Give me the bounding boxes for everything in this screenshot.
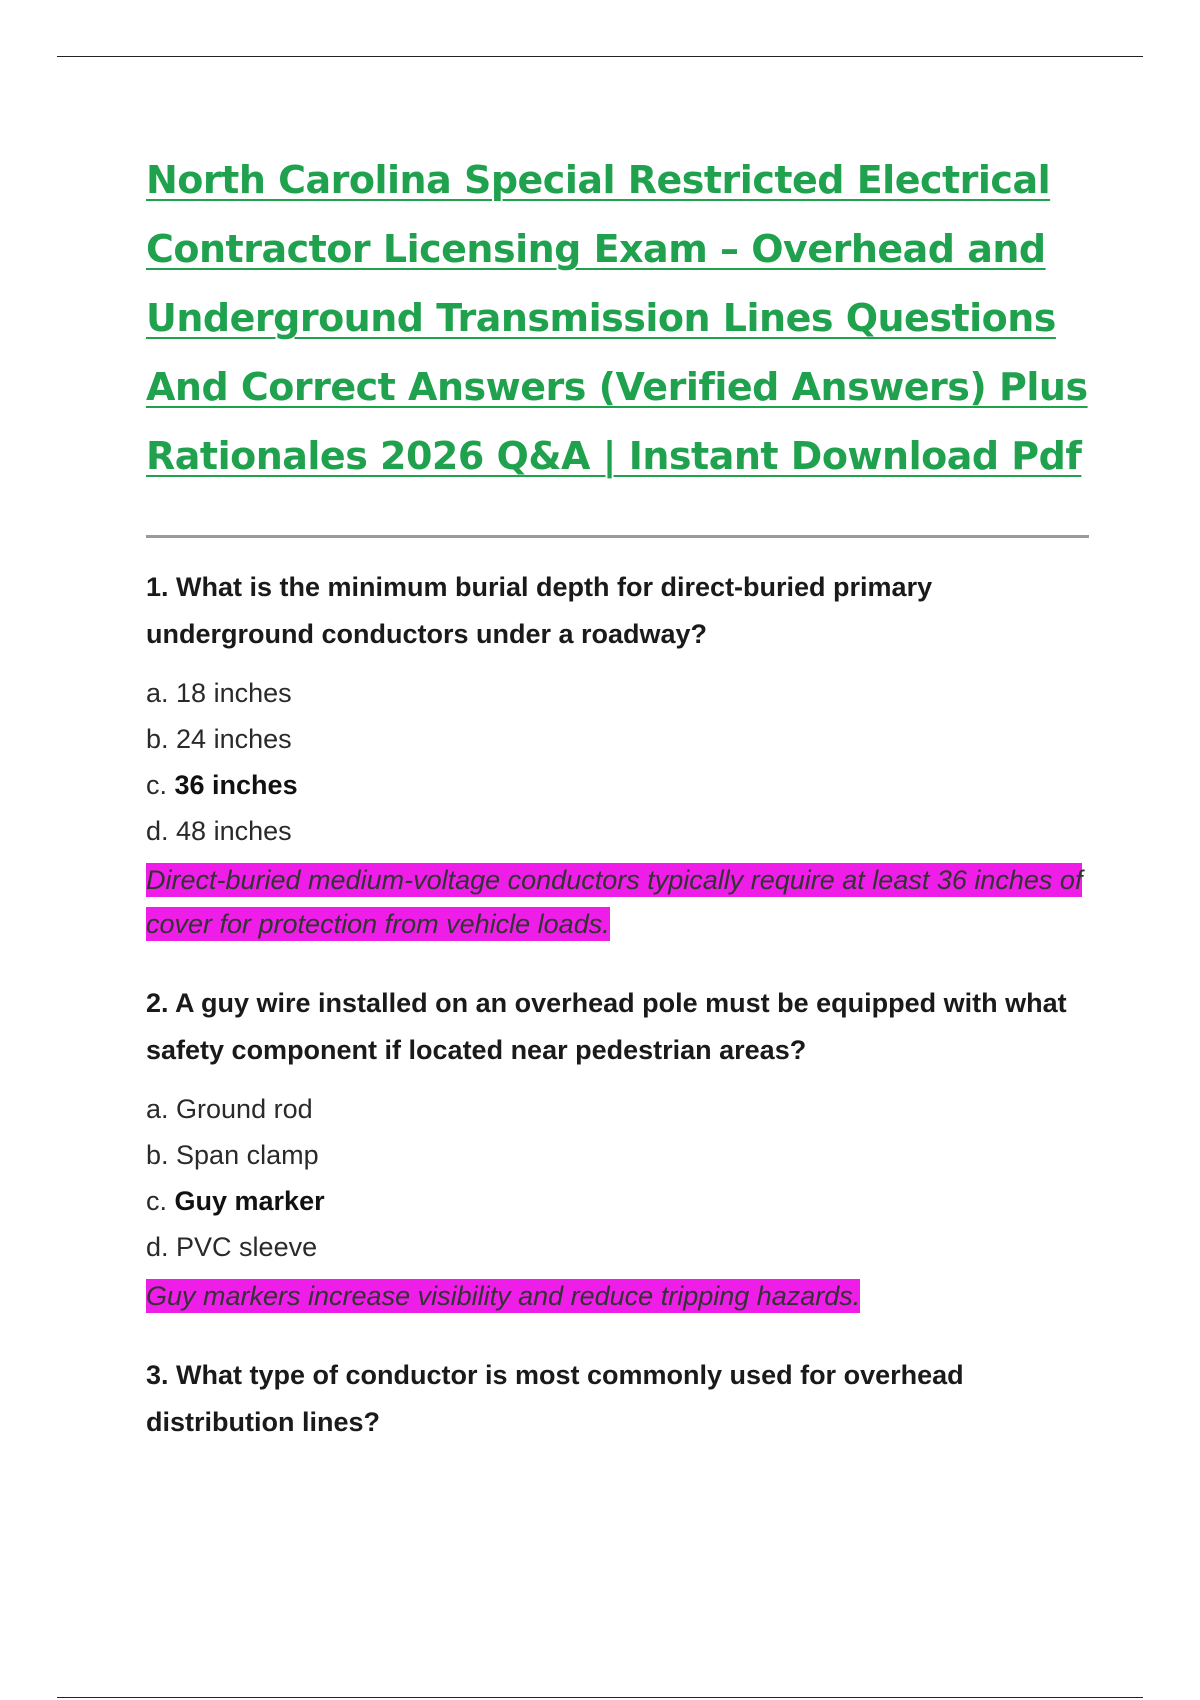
title-line: Rationales 2026 Q&A | Instant Download Pdf xyxy=(146,434,1082,478)
correct-answer: Guy marker xyxy=(174,1186,325,1216)
question-1-text: 1. What is the minimum burial depth for direct-buried primary underground conductors under a roadway? xyxy=(146,572,933,649)
option-b: b. Span clamp xyxy=(146,1140,319,1170)
option-d: d. PVC sleeve xyxy=(146,1232,318,1262)
option-b: b. 24 inches xyxy=(146,724,292,754)
option-c-correct: c. Guy marker xyxy=(146,1186,325,1216)
page-top-rule xyxy=(57,56,1143,57)
document-body xyxy=(146,146,1096,1446)
document-title xyxy=(146,146,1096,491)
question-1-rationale: Direct-buried medium-voltage conductors typically require at least 36 inches of cover for protection from vehicle loads. xyxy=(146,865,1083,939)
question-2-options xyxy=(146,1086,1096,1270)
option-a: a. Ground rod xyxy=(146,1094,313,1124)
title-line: North Carolina Special Restricted Electrical xyxy=(146,158,1051,202)
page-bottom-rule xyxy=(57,1697,1143,1698)
option-c-correct: c. 36 inches xyxy=(146,770,298,800)
title-line: And Correct Answers (Verified Answers) Plus xyxy=(146,365,1088,409)
question-1-options xyxy=(146,670,1096,854)
question-3-text: 3. What type of conductor is most commonly used for overhead distribution lines? xyxy=(146,1360,964,1437)
title-line: Underground Transmission Lines Questions xyxy=(146,296,1056,340)
question-2-rationale: Guy markers increase visibility and reduce tripping hazards. xyxy=(146,1281,861,1311)
option-a: a. 18 inches xyxy=(146,678,292,708)
title-divider xyxy=(146,535,1089,538)
correct-answer: 36 inches xyxy=(174,770,298,800)
title-line: Contractor Licensing Exam – Overhead and xyxy=(146,227,1046,271)
option-d: d. 48 inches xyxy=(146,816,292,846)
question-2-text: 2. A guy wire installed on an overhead pole must be equipped with what safety component if located near pedestrian areas? xyxy=(146,988,1067,1065)
